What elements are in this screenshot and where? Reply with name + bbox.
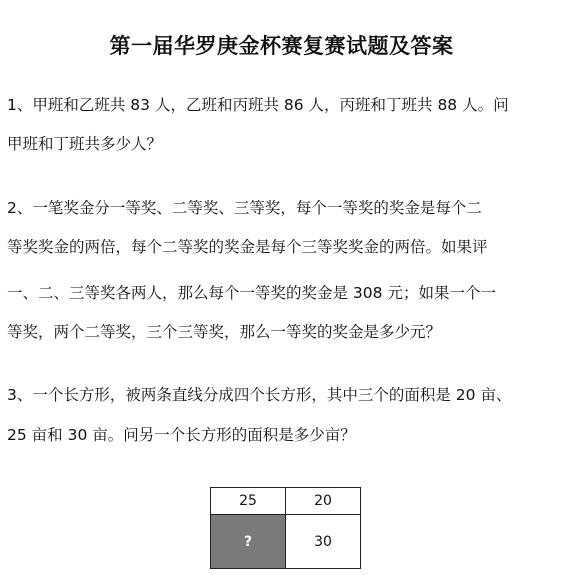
question-2-line-3: 一、二、三等奖各两人，那么每个一等奖的奖金是 308 元；如果一个一 bbox=[7, 284, 496, 302]
area-cell-unknown: ? bbox=[211, 515, 286, 569]
question-1-line-2: 甲班和丁班共多少人？ bbox=[7, 135, 163, 153]
question-2-line-1: 2、一笔奖金分一等奖、二等奖、三等奖，每个一等奖的奖金是每个二 bbox=[7, 199, 482, 217]
document-title: 第一届华罗庚金杯赛复赛试题及答案 bbox=[109, 33, 454, 58]
question-3-line-1: 3、一个长方形，被两条直线分成四个长方形，其中三个的面积是 20 亩、 bbox=[7, 386, 512, 404]
area-cell-bottom-right: 30 bbox=[286, 515, 361, 569]
question-3-line-2: 25 亩和 30 亩。问另一个长方形的面积是多少亩？ bbox=[7, 426, 356, 444]
question-2-line-2: 等奖奖金的两倍，每个二等奖的奖金是每个三等奖奖金的两倍。如果评 bbox=[7, 238, 488, 256]
area-cell-top-left: 25 bbox=[211, 488, 286, 515]
question-1-line-1: 1、甲班和乙班共 83 人，乙班和丙班共 86 人，丙班和丁班共 88 人。问 bbox=[7, 96, 509, 114]
rectangle-area-figure bbox=[210, 487, 361, 569]
question-2-line-4: 等奖，两个二等奖，三个三等奖，那么一等奖的奖金是多少元？ bbox=[7, 323, 442, 341]
area-cell-top-right: 20 bbox=[286, 488, 361, 515]
